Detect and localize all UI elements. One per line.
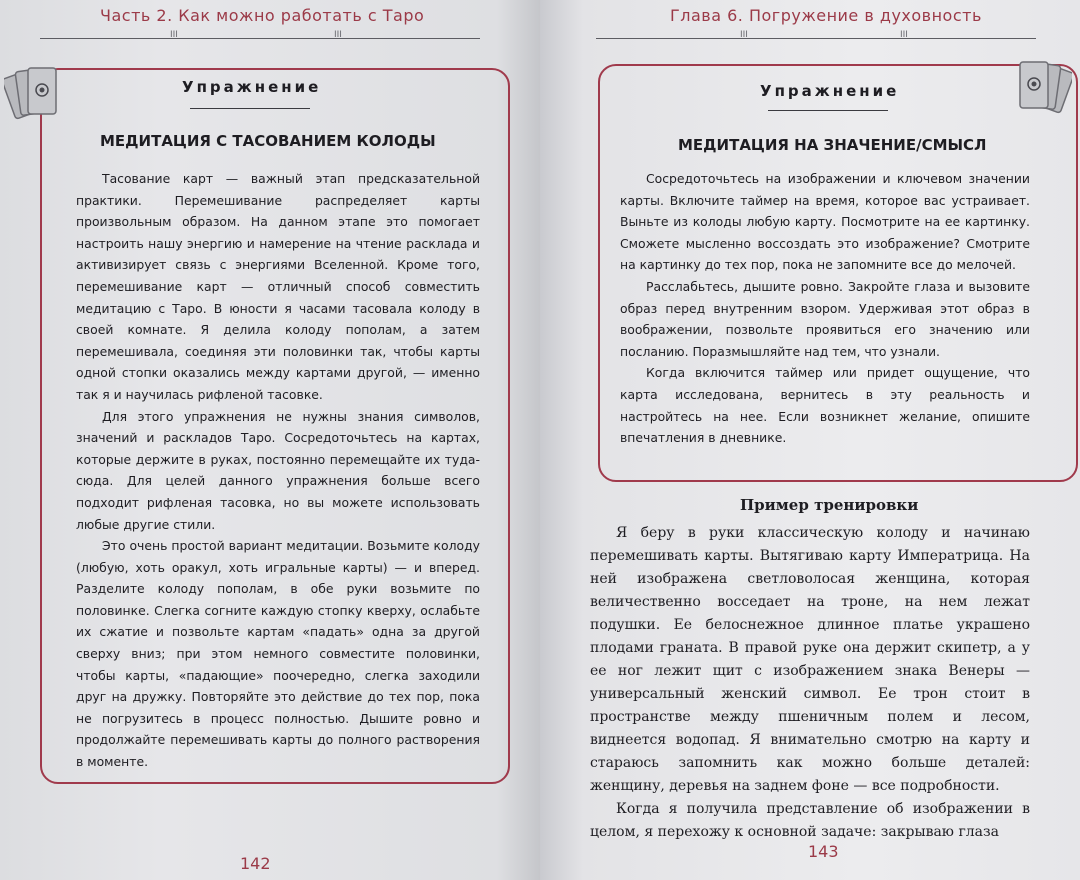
body-paragraph: Я беру в руки классическую колоду и начинаю перемешивать карты. Вытягиваю карту Императрица. На ней изображена светловолосая женщина, которая величественно восседает на троне, на нем лежат подушки. Ее белоснежное длинное платье украшено плодами граната. В правой руке она держит скипетр, а у ее ног лежит щит с изображением знака Венеры — универсальный женский символ. Ее трон стоит в пространстве между пшеничным полем и лесом, виднеется водопад. Я внимательно смотрю на карту и стараюсь запомнить как можно больше деталей: женщину, деревья на заднем фоне — все подробности.: [590, 525, 1030, 794]
section-title: Пример тренировки: [740, 496, 919, 514]
box-label-underline: [190, 108, 310, 109]
rule-mark: III: [334, 30, 342, 40]
page-number: 142: [240, 854, 271, 873]
tarot-cards-icon: [1010, 54, 1072, 128]
box-paragraph: Это очень простой вариант медитации. Возьмите колоду (любую, хоть оракул, хоть игральные карты) — и вперед. Разделите колоду пополам, в обе руки возьмите по половинке. Слегка согните каждую стопку кверху, ослабьте их сжатие и позвольте картам «падать» одна за другой сверху вниз; при этом немного совместите половинки, чтобы карты, «падающие» поочередно, слегка заходили друг на дружку. Повторяйте это действие до тех пор, пока не погрузитесь в процесс полностью. Дышите ровно и продолжайте перемешивать карты до полного растворения в моменте.: [76, 538, 480, 770]
box-text: [620, 168, 1030, 449]
running-head: Часть 2. Как можно работать с Таро: [100, 6, 425, 25]
box-paragraph: Тасование карт — важный этап предсказательной практики. Перемешивание распределяет карты произвольным образом. На данном этапе это помогает настроить нашу энергию и намерение на чтение расклада и активизирует связь с энергиями Вселенной. Кроме того, перемешивание карт — отличный способ совместить медитацию с Таро. В юности я часами тасовала колоду в своей комнате. Я делила колоду пополам, а затем перемешивала, соединяя эти половинки так, чтобы карты одной стопки оказались между картами другой, — именно так я и научилась рифленой тасовке.: [76, 171, 480, 402]
header-rule: [40, 38, 480, 39]
box-paragraph: Когда включится таймер или придет ощущение, что карта исследована, вернитесь в эту реальность и настройтесь на нее. Если возникнет желание, опишите впечатления в дневнике.: [620, 365, 1030, 446]
box-label: Упражнение: [182, 78, 322, 96]
exercise-box: [598, 64, 1078, 482]
right-page: [540, 0, 1080, 880]
box-paragraph: Для этого упражнения не нужны знания символов, значений и раскладов Таро. Сосредоточьтесь на картах, которые держите в руках, постоянно перемещайте их туда-сюда. Для целей данного упражнения больше всего подходит рифленая тасовка, но вы можете использовать любые другие стили.: [76, 408, 480, 532]
box-heading: МЕДИТАЦИЯ НА ЗНАЧЕНИЕ/СМЫСЛ: [678, 136, 987, 154]
box-paragraph: Расслабьтесь, дышите ровно. Закройте глаза и вызовите образ перед внутренним взором. Удерживая этот образ в воображении, позвольте проявиться его значению или посланию. Поразмышляйте над тем, что узнали.: [620, 278, 1030, 359]
box-heading: МЕДИТАЦИЯ С ТАСОВАНИЕМ КОЛОДЫ: [100, 132, 436, 150]
rule-mark: III: [900, 30, 908, 40]
box-label-underline: [768, 110, 888, 111]
body-text: [590, 522, 1030, 844]
page-number: 143: [808, 842, 839, 861]
box-label: Упражнение: [760, 82, 900, 100]
box-paragraph: Сосредоточьтесь на изображении и ключевом значении карты. Включите таймер на время, которое вас устраивает. Выньте из колоды любую карту. Посмотрите на ее картинку. Сможете мысленно воссоздать это изображение? Смотрите на картинку до тех пор, пока не запомните все до мелочей.: [620, 171, 1030, 273]
exercise-box: [40, 68, 510, 784]
rule-mark: III: [740, 30, 748, 40]
box-text: [76, 168, 480, 773]
tarot-cards-icon: [4, 60, 66, 134]
header-rule: [596, 38, 1036, 39]
body-paragraph: Когда я получила представление об изображении в целом, я перехожу к основной задаче: закрываю глаза: [590, 801, 1030, 840]
rule-mark: III: [170, 30, 178, 40]
running-head: Глава 6. Погружение в духовность: [670, 6, 982, 25]
